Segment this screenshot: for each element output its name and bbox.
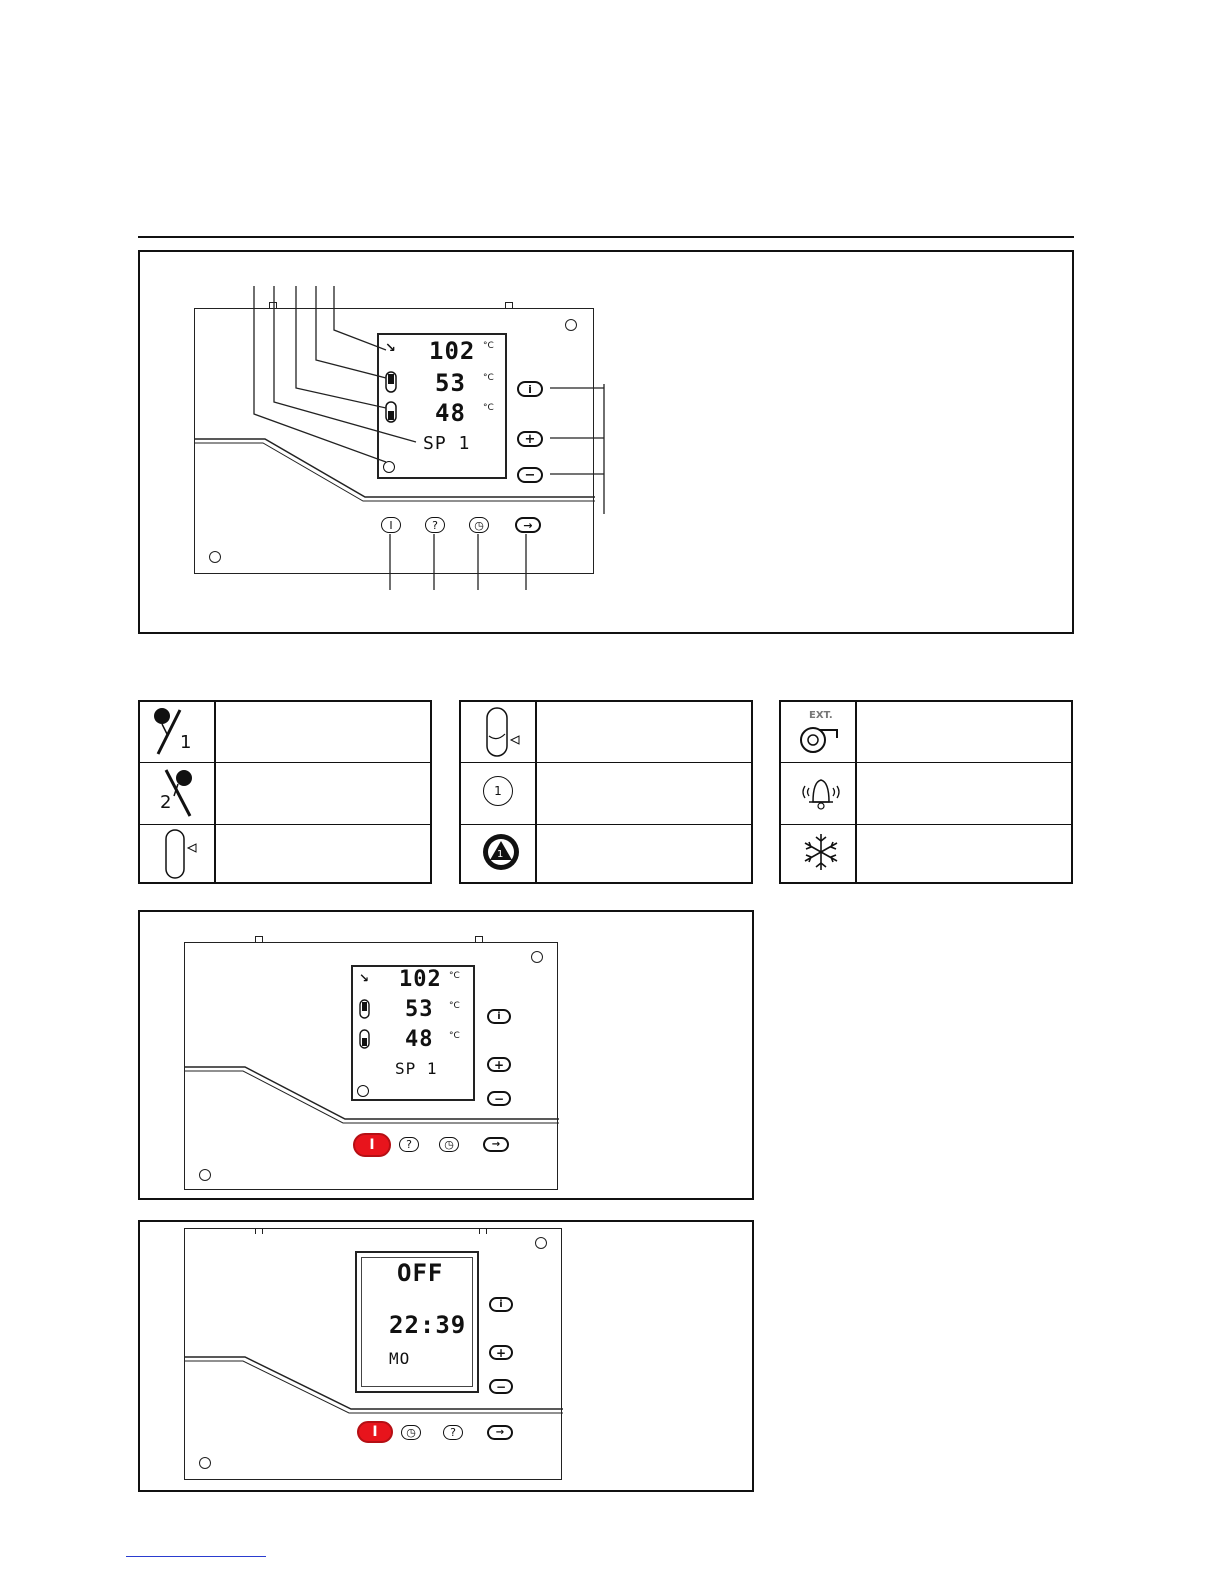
legend-table-3 <box>779 700 1073 884</box>
row2-value: 53 <box>405 997 434 1022</box>
row2-unit: °C <box>483 373 494 383</box>
help-button[interactable]: ? <box>399 1137 419 1152</box>
row1-unit: °C <box>483 341 494 351</box>
row1-value: 102 <box>399 967 442 992</box>
row2-value: 53 <box>435 369 466 397</box>
help-button[interactable]: ? <box>425 517 445 533</box>
circuit-1-icon: 1 <box>483 776 513 806</box>
info-button[interactable]: i <box>487 1009 511 1024</box>
collector-sensor-icon: ↘ <box>385 341 396 356</box>
clock-button[interactable]: ◷ <box>469 517 489 533</box>
mounting-hole <box>535 1237 547 1249</box>
row3-value: 48 <box>435 399 466 427</box>
alarm-bell-icon <box>799 768 843 816</box>
controller-housing <box>184 1228 562 1480</box>
arrow-button[interactable]: → <box>515 517 541 533</box>
off-status: OFF <box>397 1259 444 1287</box>
controller-housing <box>184 942 558 1190</box>
clock-time: 22:39 <box>389 1311 467 1339</box>
legend-table-2 <box>459 700 753 884</box>
housing-tab <box>255 936 263 942</box>
row2-unit: °C <box>449 1001 460 1011</box>
collector-sensor-2-icon <box>150 766 206 820</box>
onoff-button[interactable]: I <box>381 517 401 533</box>
figure-controller-on <box>138 910 754 1200</box>
housing-tab <box>475 936 483 942</box>
header-rule <box>138 236 1074 238</box>
collector-sensor-icon: ↘ <box>359 971 370 985</box>
tank-sensor-icon <box>162 828 202 882</box>
housing-tab <box>479 1228 487 1234</box>
minus-button[interactable]: − <box>487 1091 511 1106</box>
arrow-button[interactable]: → <box>483 1137 509 1152</box>
plus-button[interactable]: + <box>489 1345 513 1360</box>
sensor-1-number: 1 <box>180 732 192 753</box>
mounting-hole <box>199 1457 211 1469</box>
leader-lines <box>140 252 1076 636</box>
weekday: MO <box>389 1349 411 1368</box>
footer-link-underline[interactable] <box>126 1556 266 1557</box>
row3-value: 48 <box>405 1027 434 1052</box>
minus-button[interactable]: − <box>489 1379 513 1394</box>
mounting-hole <box>199 1169 211 1181</box>
legend-table-1 <box>138 700 432 884</box>
external-badge: EXT. <box>809 710 833 721</box>
status-text: SP 1 <box>423 433 471 454</box>
info-button[interactable]: i <box>489 1297 513 1312</box>
frost-snowflake-icon <box>801 832 841 872</box>
help-button[interactable]: ? <box>443 1425 463 1440</box>
row1-unit: °C <box>449 971 460 981</box>
lcd-display <box>351 965 475 1101</box>
collector-sensor-1-icon <box>150 706 206 758</box>
pump-indicator-icon <box>357 1085 369 1097</box>
status-text: SP 1 <box>395 1059 438 1078</box>
pump-1-number: 1 <box>497 849 504 860</box>
figure-controller-off <box>138 1220 754 1492</box>
tank-heating-icon <box>483 706 527 760</box>
mounting-hole <box>531 951 543 963</box>
lcd-display <box>355 1251 479 1393</box>
sensor-2-number: 2 <box>160 792 172 813</box>
info-button[interactable]: i <box>517 381 543 397</box>
plus-button[interactable]: + <box>487 1057 511 1072</box>
external-fan-icon <box>799 722 843 756</box>
minus-button[interactable]: − <box>517 467 543 483</box>
onoff-button-active[interactable]: I <box>353 1133 391 1157</box>
arrow-button[interactable]: → <box>487 1425 513 1440</box>
onoff-button-active[interactable]: I <box>357 1421 393 1443</box>
row1-value: 102 <box>429 337 476 365</box>
row3-unit: °C <box>449 1031 460 1041</box>
tank-bottom-icon <box>359 1029 373 1051</box>
housing-tab <box>255 1228 263 1234</box>
clock-button[interactable]: ◷ <box>439 1137 459 1152</box>
tank-top-icon <box>359 999 373 1021</box>
plus-button[interactable]: + <box>517 431 543 447</box>
figure-controller-overview <box>138 250 1074 634</box>
row3-unit: °C <box>483 403 494 413</box>
clock-button[interactable]: ◷ <box>401 1425 421 1440</box>
